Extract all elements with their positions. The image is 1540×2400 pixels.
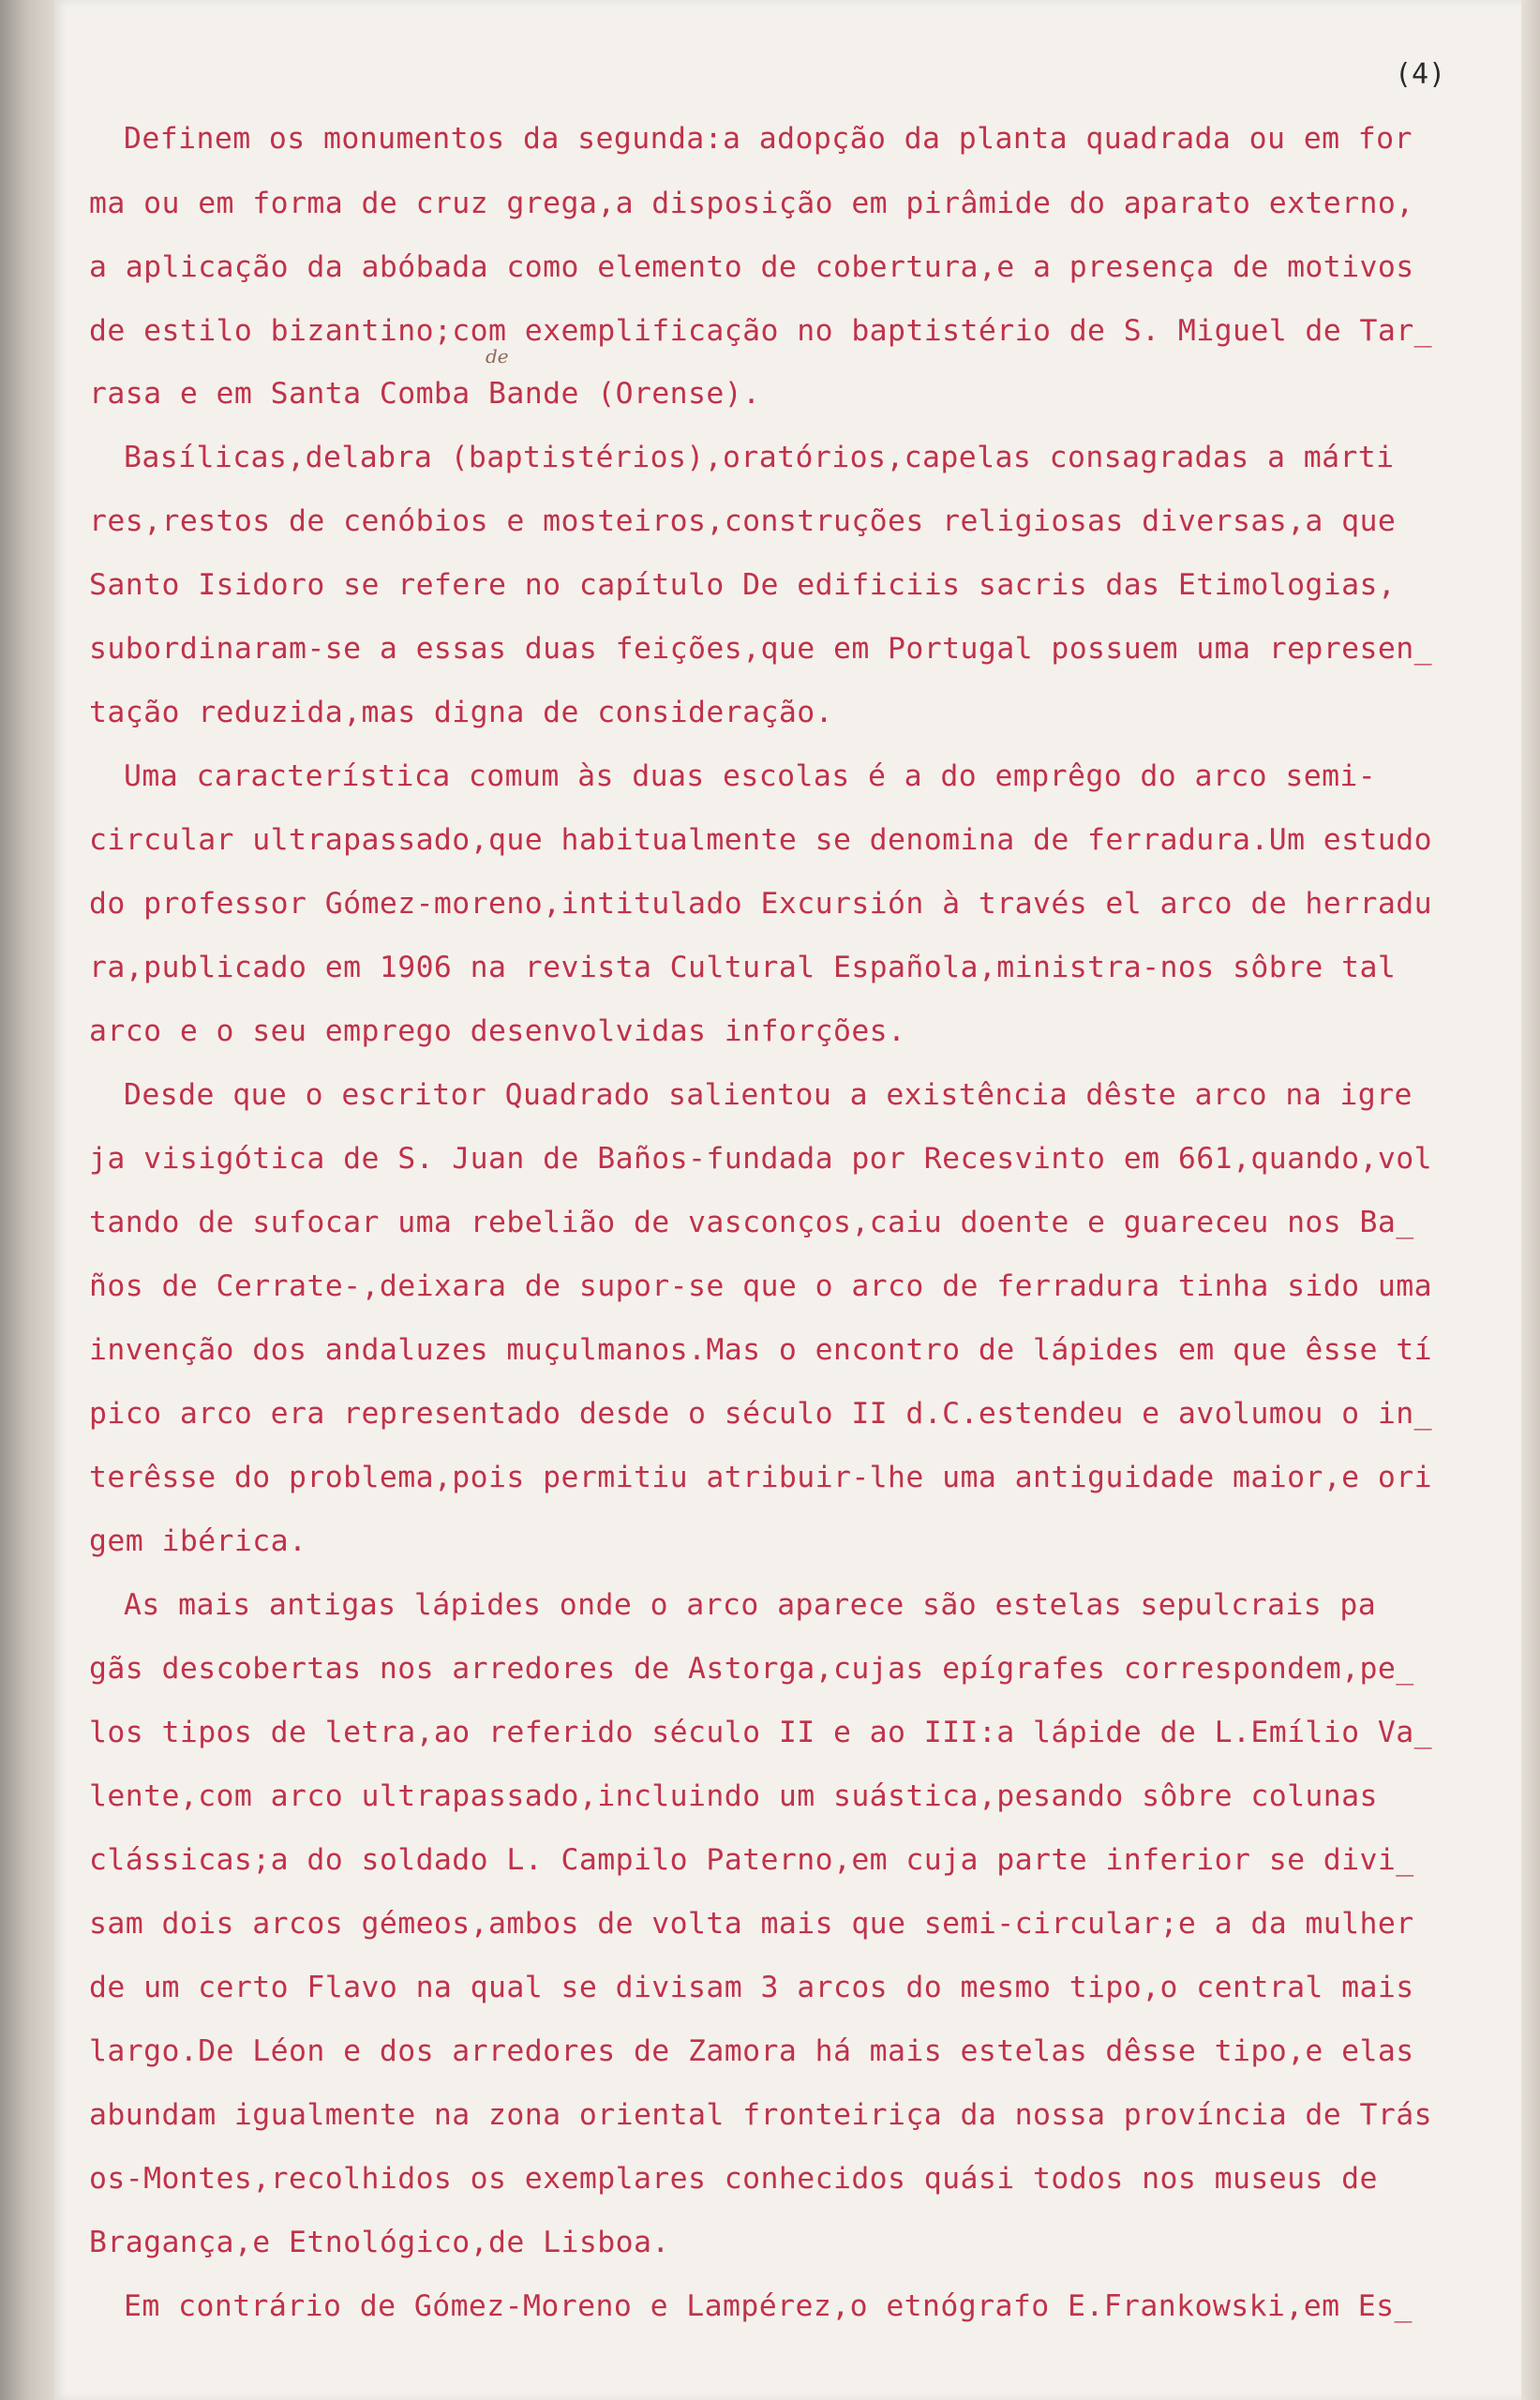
text-line: gãs descobertas nos arredores de Astorga,cujas epígrafes correspondem,pe_	[89, 1652, 1414, 1686]
text-line: ños de Cerrate-,deixara de supor-se que o arco de ferradura tinha sido uma	[89, 1269, 1432, 1303]
text-line: As mais antigas lápides onde o arco aparece são estelas sepulcrais pa	[124, 1588, 1377, 1622]
text-line: Basílicas,delabra (baptistérios),oratórios,capelas consagradas a márti	[124, 441, 1395, 474]
text-line: ma ou em forma de cruz grega,a disposição em pirâmide do aparato externo,	[89, 187, 1414, 220]
text-line: sam dois arcos gémeos,ambos de volta mais que semi-circular;e a da mulher	[89, 1907, 1414, 1941]
text-line: abundam igualmente na zona oriental fronteiriça da nossa província de Trás	[89, 2098, 1432, 2132]
text-line: Santo Isidoro se refere no capítulo De edificiis sacris das Etimologias,	[89, 568, 1397, 602]
text-line: ra,publicado em 1906 na revista Cultural Española,ministra-nos sôbre tal	[89, 951, 1397, 984]
text-line: de estilo bizantino;com exemplificação no baptistério de S. Miguel de Tar_	[89, 314, 1432, 348]
text-line: arco e o seu emprego desenvolvidas inforções.	[89, 1014, 906, 1048]
text-line: de um certo Flavo na qual se divisam 3 arcos do mesmo tipo,o central mais	[89, 1971, 1414, 2004]
text-line: tação reduzida,mas digna de consideração.	[89, 696, 833, 729]
page-number: (4)	[1395, 58, 1446, 91]
text-line: a aplicação da abóbada como elemento de cobertura,e a presença de motivos	[89, 250, 1414, 284]
text-line: res,restos de cenóbios e mosteiros,construções religiosas diversas,a que	[89, 504, 1397, 538]
text-line: tando de sufocar uma rebelião de vasconços,caiu doente e guareceu nos Ba_	[89, 1206, 1414, 1239]
text-line: pico arco era representado desde o século II d.C.estendeu e avolumou o in_	[89, 1397, 1432, 1431]
text-line: lente,com arco ultrapassado,incluindo um suástica,pesando sôbre colunas	[89, 1779, 1378, 1813]
text-line: ja visigótica de S. Juan de Baños-fundada por Recesvinto em 661,quando,vol	[89, 1142, 1432, 1176]
text-line: gem ibérica.	[89, 1524, 307, 1558]
text-line: invenção dos andaluzes muçulmanos.Mas o encontro de lápides em que êsse tí	[89, 1333, 1432, 1367]
text-line: terêsse do problema,pois permitiu atribuir-lhe uma antiguidade maior,e ori	[89, 1461, 1432, 1494]
text-line: largo.De Léon e dos arredores de Zamora há mais estelas dêsse tipo,e elas	[89, 2034, 1414, 2068]
text-line: Uma característica comum às duas escolas é a do emprêgo do arco semi-	[124, 759, 1377, 793]
text-line: Definem os monumentos da segunda:a adopção da planta quadrada ou em for	[124, 122, 1413, 156]
text-line: os-Montes,recolhidos os exemplares conhecidos quási todos nos museus de	[89, 2162, 1378, 2196]
text-line: clássicas;a do soldado L. Campilo Paterno,em cuja parte inferior se divi_	[89, 1843, 1414, 1877]
text-line: los tipos de letra,ao referido século II e ao III:a lápide de L.Emílio Va_	[89, 1716, 1432, 1749]
handwritten-annotation: de	[486, 345, 509, 368]
text-line: circular ultrapassado,que habitualmente se denomina de ferradura.Um estudo	[89, 823, 1432, 857]
text-line: Desde que o escritor Quadrado salientou a existência dêste arco na igre	[124, 1078, 1413, 1112]
text-line: subordinaram-se a essas duas feições,que em Portugal possuem uma represen_	[89, 632, 1432, 666]
text-line: rasa e em Santa Comba Bande (Orense).	[89, 377, 761, 411]
text-line: do professor Gómez-moreno,intitulado Excursión à través el arco de herradu	[89, 887, 1432, 921]
text-line: Bragança,e Etnológico,de Lisboa.	[89, 2226, 670, 2259]
text-line: Em contrário de Gómez-Moreno e Lampérez,o etnógrafo E.Frankowski,em Es_	[124, 2289, 1413, 2323]
